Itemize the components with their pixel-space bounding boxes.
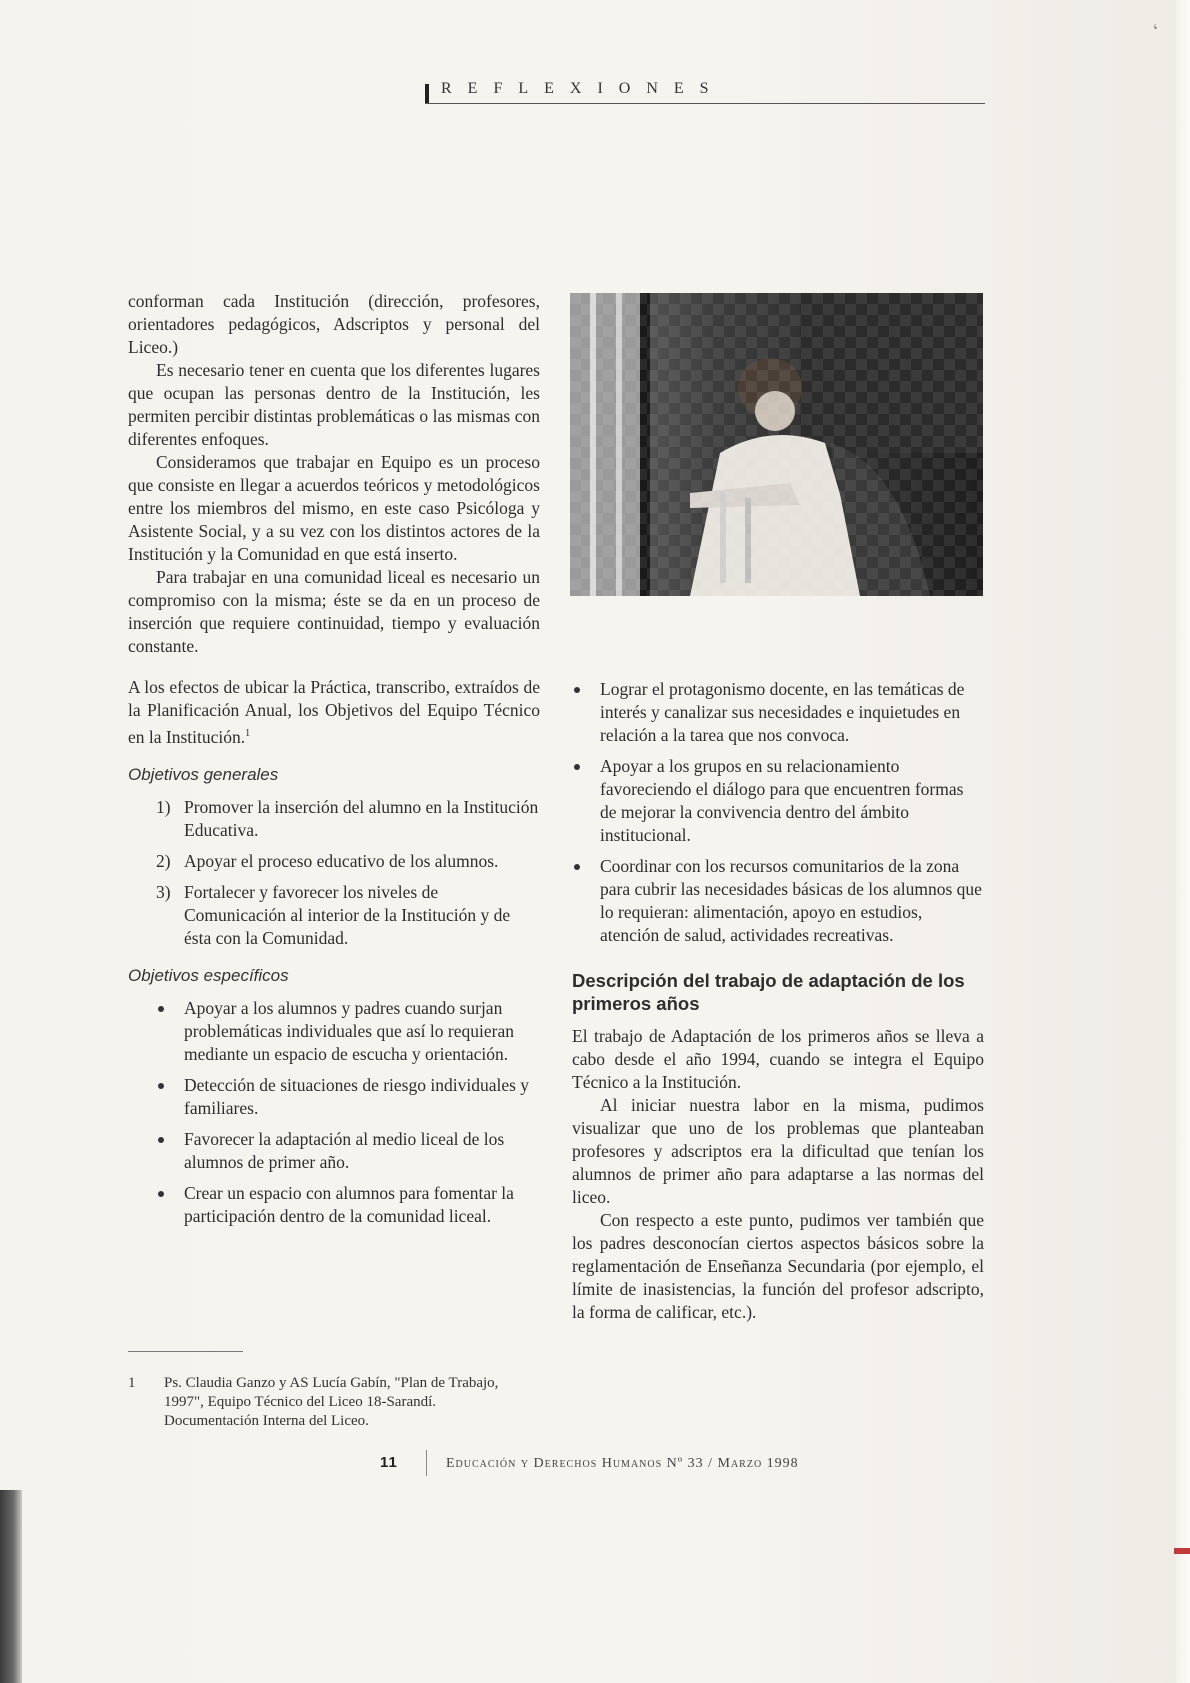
list-item [156, 997, 540, 1066]
section-heading: Descripción del trabajo de adaptación de los primeros años [572, 970, 965, 1014]
list-item-text: Apoyar a los grupos en su relacionamiento favoreciendo el diálogo para que encuentren formas de mejorar la convivencia dentro del ámbito institucional. [600, 756, 964, 845]
edge-mark [1174, 1548, 1190, 1554]
bullet-icon [574, 764, 580, 770]
list-item-text: Apoyar a los alumnos y padres cuando surjan problemáticas individuales que así lo requieran mediante un espacio de escucha y orientación. [184, 997, 514, 1064]
list-item-text: Detección de situaciones de riesgo individuales y familiares. [184, 1074, 530, 1118]
list-item [156, 850, 540, 873]
bullet-icon [158, 1083, 164, 1089]
list-item-text: Favorecer la adaptación al medio liceal de los alumnos de primer año. [184, 1128, 505, 1172]
list-item [156, 1182, 540, 1228]
header-title: REFLEXIONES [441, 80, 725, 97]
paragraph-intro [128, 676, 540, 749]
publication-name: Educación y Derechos Humanos Nº 33 / Marzo 1998 [446, 1456, 799, 1471]
subheading-objetivos-generales: Objetivos generales [128, 764, 279, 784]
left-column [128, 290, 540, 1236]
objetivos-especificos-list [128, 997, 540, 1228]
footnote-ref: 1 [245, 728, 251, 739]
paragraph: conforman cada Institución (dirección, profesores, orientadores pedagógicos, Adscriptos y personal del Liceo.) [128, 291, 540, 357]
scan-speck: ʻ [1149, 19, 1164, 41]
list-number: 1) [156, 796, 171, 817]
binding-shadow [0, 1490, 22, 1683]
list-item [156, 1128, 540, 1174]
list-item [572, 855, 984, 947]
right-column [572, 678, 984, 1324]
list-item-text: Promover la inserción del alumno en la Institución Educativa. [184, 796, 539, 840]
bullet-icon [158, 1006, 164, 1012]
header-bar [425, 84, 429, 104]
bullet-icon [158, 1191, 164, 1197]
list-item [156, 796, 540, 842]
list-number: 2) [156, 850, 171, 871]
bullet-icon [574, 687, 580, 693]
list-item [572, 755, 984, 847]
list-number: 3) [156, 881, 171, 902]
objetivos-continued-list [572, 678, 984, 947]
footnote-text: Ps. Claudia Ganzo y AS Lucía Gabín, "Plan de Trabajo, 1997", Equipo Técnico del Liceo 18-Sarandí. Documentación Interna del Liceo. [164, 1375, 499, 1429]
header-rule [425, 103, 985, 104]
paragraph: Al iniciar nuestra labor en la misma, pudimos visualizar que uno de los problemas que planteaban profesores y adscriptos era la dificultad que tenían los alumnos de primer año para adaptarse a las normas del liceo. [572, 1095, 984, 1207]
footnote-number: 1 [128, 1375, 136, 1391]
paragraph: Con respecto a este punto, pudimos ver también que los padres desconocían ciertos aspectos básicos sobre la reglamentación de Enseñanza Secundaria (por ejemplo, el límite de inasistencias, la función del profesor adscripto, la forma de calificar, etc.). [572, 1210, 984, 1322]
paragraph: Es necesario tener en cuenta que los diferentes lugares que ocupan las personas dentro de la Institución, les permiten percibir distintas problemáticas o las mismas con diferentes enfoques. [128, 360, 540, 449]
list-item [156, 881, 540, 950]
list-item-text: Fortalecer y favorecer los niveles de Comunicación al interior de la Institución y de ésta con la Comunidad. [184, 881, 511, 948]
page-footer [380, 1456, 940, 1478]
objetivos-generales-list [128, 796, 540, 950]
subheading-objetivos-especificos: Objetivos específicos [128, 965, 289, 985]
list-item [572, 678, 984, 747]
footer-separator [426, 1450, 427, 1476]
paragraph: Consideramos que trabajar en Equipo es un proceso que consiste en llegar a acuerdos teóricos y metodológicos entre los miembros del mismo, en este caso Psicóloga y Asistente Social, y a su vez con los distintos actores de la Institución y la Comunidad en que está inserto. [128, 452, 540, 564]
footnote [128, 1374, 528, 1431]
paragraph: El trabajo de Adaptación de los primeros años se lleva a cabo desde el año 1994, cuando se integra el Equipo Técnico a la Institución. [572, 1026, 984, 1092]
list-item-text: Lograr el protagonismo docente, en las temáticas de interés y canalizar sus necesidades e inquietudes en relación a la tarea que nos convoca. [600, 679, 965, 745]
bullet-icon [574, 864, 580, 870]
page-number: 11 [380, 1454, 398, 1471]
list-item [156, 1074, 540, 1120]
paragraph: Para trabajar en una comunidad liceal es necesario un compromiso con la misma; éste se da en un proceso de inserción que requiere continuidad, tiempo y evaluación constante. [128, 567, 540, 656]
bullet-icon [158, 1137, 164, 1143]
list-item-text: Apoyar el proceso educativo de los alumnos. [184, 850, 499, 871]
footnote-rule [128, 1351, 243, 1352]
photo-image [570, 293, 983, 596]
list-item-text: Crear un espacio con alumnos para fomentar la participación dentro de la comunidad liceal. [184, 1182, 514, 1226]
paragraph-text: A los efectos de ubicar la Práctica, transcribo, extraídos de la Planificación Anual, los Objetivos del Equipo Técnico en la Institución. [128, 677, 540, 747]
list-item-text: Coordinar con los recursos comunitarios de la zona para cubrir las necesidades básicas de los alumnos que lo requieran: alimentación, apoyo en estudios, atención de salud, actividades recreativas. [600, 856, 982, 945]
running-header [425, 80, 985, 106]
photo-classroom [570, 293, 983, 596]
page-edge [1176, 0, 1190, 1683]
